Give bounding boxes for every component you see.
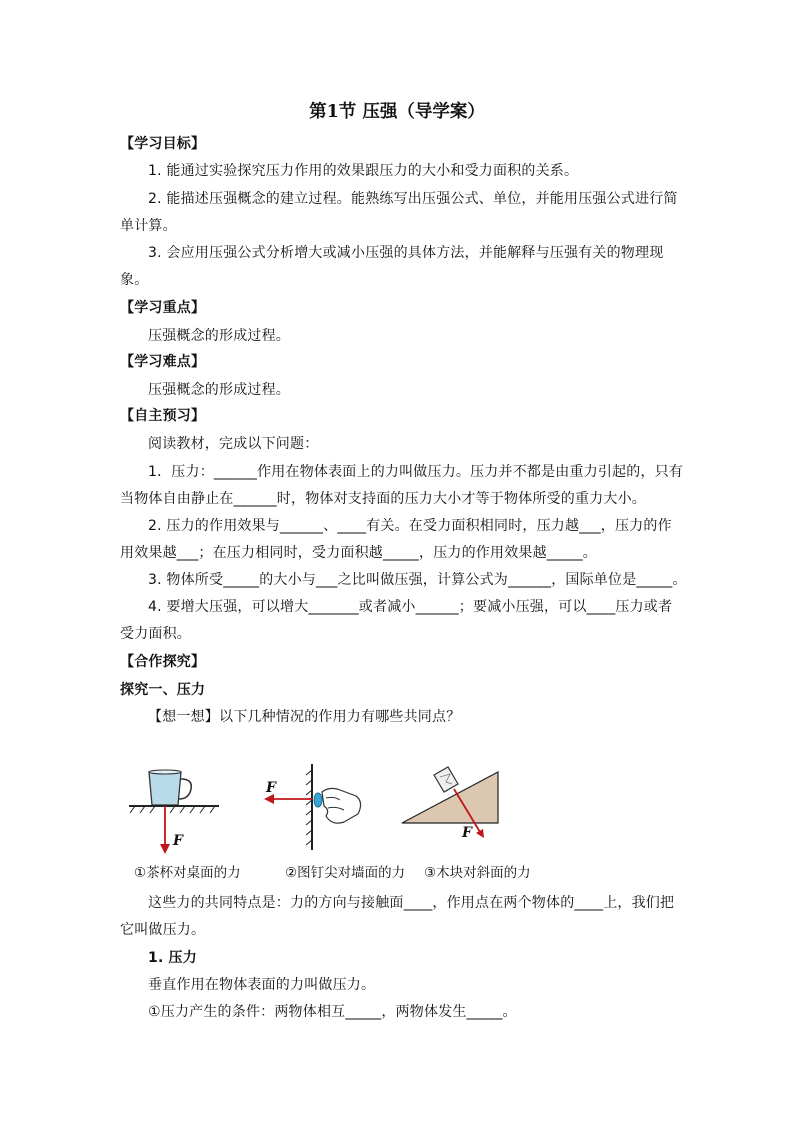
- difficulties-heading: 【学习难点】: [120, 354, 206, 370]
- preview-line: 1．压力：______作用在物体表面上的力叫做压力。压力并不都是由重力引起的，只有: [148, 464, 684, 480]
- objective-line: 3. 会应用压强公式分析增大或减小压强的具体方法，并能解释与压强有关的物理现: [148, 245, 664, 261]
- common-features-line: 这些力的共同特点是：力的方向与接触面____，作用点在两个物体的____上，我们把: [148, 895, 675, 911]
- cup-on-table-figure: [125, 765, 225, 857]
- explore-one-heading: 探究一、压力: [120, 682, 206, 698]
- preview-line: 3. 物体所受_____的大小与___之比叫做压强，计算公式为______，国际单位是_____。: [148, 572, 687, 588]
- pressure-force-definition: 垂直作用在物体表面的力叫做压力。: [148, 977, 376, 993]
- block-on-incline-figure: [398, 762, 506, 850]
- preview-line: 2. 压力的作用效果与______、____有关。在受力面积相同时，压力越___，压力的作: [148, 518, 672, 534]
- difficulties-text: 压强概念的形成过程。: [148, 382, 290, 398]
- figure-caption: ①茶杯对桌面的力: [134, 865, 241, 881]
- pressure-force-condition: ①压力产生的条件：两物体相互_____，两物体发生_____。: [148, 1004, 517, 1020]
- common-features-line: 它叫做压力。: [120, 922, 206, 938]
- force-arrowhead: [160, 844, 170, 854]
- preview-line: 用效果越___；在压力相同时，受力面积越_____，压力的作用效果越_____。: [120, 545, 597, 561]
- cup-icon: [149, 770, 191, 805]
- figure-caption: ②图钉尖对墙面的力: [285, 865, 406, 881]
- objective-line: 象。: [120, 272, 149, 288]
- preview-heading: 【自主预习】: [120, 408, 206, 424]
- objective-line: 2. 能描述压强概念的建立过程。能熟练写出压强公式、单位，并能用压强公式进行简: [148, 191, 678, 207]
- preview-line: 4. 要增大压强，可以增大_______或者减小______；要减小压强，可以____压力或者: [148, 599, 673, 615]
- section-pressure-force-title: 1. 压力: [148, 950, 197, 966]
- think-prompt: 【想一想】以下几种情况的作用力有哪些共同点？: [148, 709, 461, 725]
- objective-line: 1. 能通过实验探究压力作用的效果跟压力的大小和受力面积的关系。: [148, 163, 579, 179]
- cooperative-heading: 【合作探究】: [120, 654, 206, 670]
- objective-line: 单计算。: [120, 218, 177, 234]
- key-points-text: 压强概念的形成过程。: [148, 328, 290, 344]
- table-hatching: [130, 806, 215, 813]
- preview-line: 当物体自由静止在______时，物体对支持面的压力大小才等于物体所受的重力大小。: [120, 491, 646, 507]
- figure-caption: ③木块对斜面的力: [424, 865, 531, 881]
- wood-block-icon: [434, 767, 458, 792]
- force-label-f: F: [173, 833, 183, 849]
- page-title: 第1节 压强（导学案）: [309, 102, 485, 122]
- thumbtack-on-wall-figure: [260, 762, 370, 854]
- preview-line: 阅读教材，完成以下问题：: [148, 436, 319, 452]
- hand-icon: [322, 788, 361, 823]
- thumbtack-icon: [314, 793, 322, 807]
- key-points-heading: 【学习重点】: [120, 300, 206, 316]
- force-label-f: F: [266, 780, 276, 796]
- force-label-f: F: [462, 825, 472, 841]
- objectives-heading: 【学习目标】: [120, 136, 206, 152]
- preview-line: 受力面积。: [120, 626, 191, 642]
